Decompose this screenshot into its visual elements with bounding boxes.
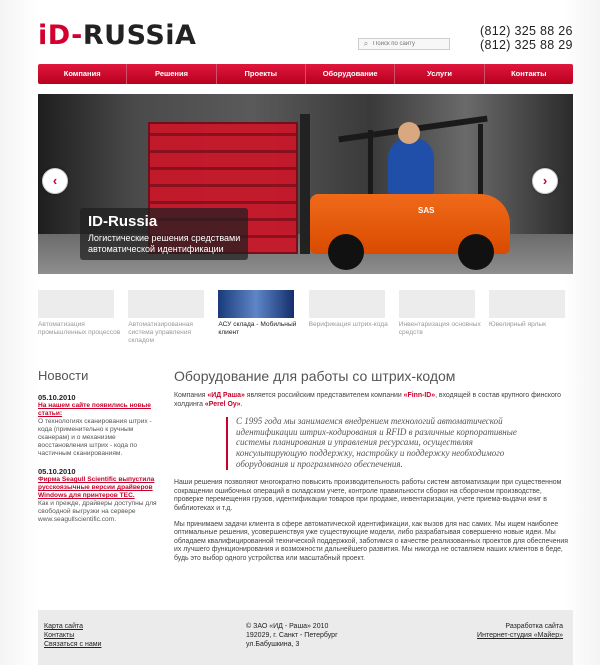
news-headline-link[interactable]: На нашем сайте появились новые статьи: <box>38 402 151 417</box>
nav-item-equipment[interactable]: Оборудование <box>306 64 395 84</box>
thumb-warehouse-system[interactable] <box>128 290 212 350</box>
nav-item-contacts[interactable]: Контакты <box>511 69 547 78</box>
thumb-asset-inventory[interactable] <box>399 290 483 350</box>
hero-image-driver-head <box>398 122 420 144</box>
thumb-image <box>489 290 565 318</box>
news-item <box>38 393 160 458</box>
thumb-mobile-client[interactable] <box>218 290 302 350</box>
main-content <box>174 392 572 571</box>
footer-address <box>246 622 338 650</box>
footer <box>38 610 573 665</box>
slider-next-button[interactable] <box>532 168 558 194</box>
news-date: 05.10.2010 <box>38 393 76 402</box>
nav-item-solutions[interactable]: Решения <box>127 64 216 84</box>
logo-part-1: iD- <box>38 20 83 51</box>
news-date: 05.10.2010 <box>38 467 76 476</box>
nav-item-services[interactable]: Услуги <box>395 64 484 84</box>
hero-image-wheel-front <box>328 234 364 270</box>
intro-text-1: Компания <box>174 392 208 399</box>
search-input[interactable] <box>373 39 449 49</box>
thumb-label: Инвентаризация основных средств <box>398 321 481 336</box>
search-box <box>358 38 450 50</box>
hero-title: ID-Russia <box>88 213 158 230</box>
quote-bar <box>226 417 228 470</box>
thumb-image <box>38 290 114 318</box>
thumb-label: Ювелирный ярлык <box>488 321 547 328</box>
thumb-image <box>218 290 294 318</box>
approach-paragraph: Мы принимаем задачи клиента в сфере автоматической идентификации, как вызов для нас самих. Мы ищем наиболее оптимальные решения, усовершенствуя уже существующие модели, либо разрабатывая совершенно новые идеи. Мы обладаем квалифицированной технической поддержкой, заботимся о качестве реализованных проектов для обеспечения их лучшего функционирования и возможности дальнейшего развития. Мы никогда не оставляем наших клиентов в беде, будь это выбор одного устройства или масштабный проект. <box>174 520 568 562</box>
intro-text-2: является российским представителем компании <box>244 392 404 399</box>
thumb-barcode-verification[interactable] <box>309 290 393 350</box>
chevron-left-icon: ‹ <box>52 173 58 188</box>
main-nav <box>38 64 573 84</box>
footer-links <box>44 622 101 650</box>
hero-image-forklift-post-rear <box>478 124 483 196</box>
news-list <box>38 393 160 533</box>
search-icon[interactable]: ⌕ <box>363 39 369 48</box>
intro-paragraph <box>174 392 572 409</box>
news-headline-link[interactable]: Фирма Seagull Scientific выпустила русскоязычные версии драйверов Windows для принтеров TEC. <box>38 476 155 499</box>
intro-text-4: . <box>240 400 243 408</box>
chevron-right-icon: › <box>542 173 548 188</box>
page-title: Оборудование для работы со штрих-кодом <box>174 368 456 384</box>
footer-address-line-2: ул.Бабушкина, 3 <box>246 641 300 649</box>
thumb-image <box>309 290 385 318</box>
phone-1: (812) 325 88 26 <box>480 24 573 38</box>
company-name-link[interactable]: «ИД Раша» <box>207 392 245 399</box>
quote-block <box>226 416 546 469</box>
news-item <box>38 467 160 524</box>
nav-item-company[interactable]: Компания <box>38 64 127 84</box>
solutions-paragraph: Наши решения позволяют многократно повысить производительность работы систем автоматизации при существенном сокращении ошибочных операций в складском учете, контроле правильности сборки на сборочном производстве, проверке перемещения грузов, идентификации товаров при продаже, инвентаризации, учете приема-выдачи книг в библиотеках и т.д. <box>174 479 562 512</box>
thumb-label: Автоматизированная система управления складом <box>128 321 193 344</box>
footer-developer <box>477 622 563 640</box>
footer-dev-label: Разработка сайта <box>505 623 563 630</box>
news-body: Как и прежде, драйверы доступны для свободной выгрузки на сервере www.seagullscientific.com. <box>38 500 157 523</box>
logo-part-2: RUSSiA <box>82 20 197 51</box>
footer-dev-studio-link[interactable]: Интернет-студия «Майер» <box>477 632 563 640</box>
thumb-jewelry-tag[interactable] <box>489 290 573 350</box>
thumb-label: АСУ склада - Мобильный клиент <box>218 321 297 336</box>
thumb-image <box>399 290 475 318</box>
footer-link-contacts[interactable]: Контакты <box>44 632 75 640</box>
holding-link[interactable]: «Perel Oy» <box>204 400 241 408</box>
news-body: О технологиях сканирования штрих - кода (применительно к ручным сканерам) и о механизме восстановления штрих - кода по частичным сканированиям. <box>38 418 152 457</box>
footer-address-line-1: 192029, г. Санкт - Петербург <box>246 632 338 640</box>
thumb-industrial-automation[interactable] <box>38 290 122 350</box>
hero-slider <box>38 94 573 274</box>
phone-numbers <box>480 24 573 52</box>
logo[interactable] <box>38 20 196 51</box>
hero-caption <box>80 208 248 260</box>
hero-subtitle-line-2: автоматической идентификации <box>88 244 224 254</box>
hero-image-driver <box>388 138 434 196</box>
footer-link-sitemap[interactable]: Карта сайта <box>44 623 83 630</box>
thumb-label: Верификация штрих-кода <box>308 321 388 328</box>
news-heading: Новости <box>38 368 89 383</box>
hero-image-wheel-rear <box>458 234 494 270</box>
slider-prev-button[interactable] <box>42 168 68 194</box>
hero-image-forklift-post <box>368 130 373 196</box>
hero-image-brand-text: SAS <box>418 206 435 215</box>
partner-link[interactable]: «Finn-ID» <box>403 392 436 399</box>
footer-copyright: © ЗАО «ИД - Раша» 2010 <box>246 623 329 630</box>
nav-item-projects[interactable]: Проекты <box>217 64 306 84</box>
hero-image-forklift-mast <box>300 114 310 254</box>
phone-2: (812) 325 88 29 <box>480 38 573 52</box>
hero-subtitle-line-1: Логистические решения средствами <box>88 233 241 243</box>
thumb-image <box>128 290 204 318</box>
footer-link-contact-us[interactable]: Связаться с нами <box>44 641 102 649</box>
intro-text-3: , входящей в состав крупного финского холдинга <box>174 392 561 408</box>
hero-subtitle <box>88 233 240 255</box>
thumb-label: Автоматизация промышленных процессов <box>38 321 121 336</box>
solution-thumbnails <box>38 290 573 350</box>
quote-text: С 1995 года мы занимаемся внедрением технологий автоматической идентификации штрих-кодирования и RFID в различные корпоративные системы планирования и управления ресурсами, осуществляя консультирующую поддержку, настройку и поддержку необходимого оборудования и программного обеспечения. <box>236 416 517 469</box>
